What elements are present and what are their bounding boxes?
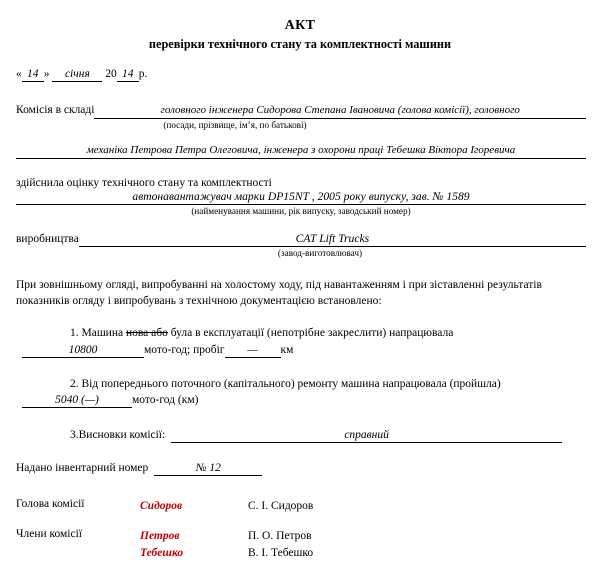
- date-line: [16, 68, 586, 82]
- commission-members-field-1[interactable]: головного інженера Сидорова Степана Івановича (голова комісії), головного: [94, 104, 586, 119]
- chair-name: С. І. Сидоров: [248, 499, 314, 512]
- commission-row-second: [16, 144, 586, 159]
- repair-hours-unit: мото-год (км): [132, 394, 199, 407]
- list-item-2: [55, 376, 586, 409]
- item-2-number: 2.: [70, 377, 79, 390]
- date-quote-close: »: [43, 68, 50, 80]
- item-1-struck-text: нова або: [125, 327, 168, 340]
- item-3-number: 3.: [70, 428, 79, 441]
- commission-row-first: [16, 104, 586, 119]
- list-item-1: [70, 325, 586, 358]
- document-subtitle: перевірки технічного стану та комплектності машини: [148, 37, 452, 51]
- item-2-text: [70, 376, 586, 393]
- document-title: АКТ: [284, 18, 316, 33]
- members-names: [248, 528, 313, 561]
- machine-field[interactable]: автонавантажувач марки DP15NT , 2005 року випуску, зав. № 1589: [16, 190, 586, 205]
- date-year-mark: р.: [138, 68, 148, 80]
- inventory-label: Надано інвентарний номер: [16, 461, 149, 474]
- item-3-row: [70, 427, 586, 444]
- member-2-name: В. І. Тебешко: [248, 547, 314, 560]
- assessment-block: [16, 177, 586, 216]
- item-3-label: Висновки комісії:: [78, 428, 166, 441]
- date-year-field[interactable]: 14: [117, 68, 139, 82]
- item-2-values: [22, 392, 586, 409]
- maker-row: [16, 232, 586, 247]
- member-2-signature: Тебешко: [140, 547, 184, 560]
- mileage-field[interactable]: —: [225, 344, 281, 358]
- member-1-name: П. О. Петров: [248, 530, 312, 543]
- maker-caption: (завод-виготовлювач): [277, 248, 363, 259]
- commission-members-field-2[interactable]: механіка Петрова Петра Олеговича, інженера з охорони праці Тебешка Віктора Ігоревича: [16, 144, 586, 159]
- members-signatures: [140, 528, 248, 561]
- item-1-text-after: була в експлуатації (непотрібне закреслити) напрацювала: [170, 327, 454, 340]
- item-2-label: Від попереднього поточного (капітального) ремонту машина напрацювала (пройшла): [81, 377, 501, 390]
- commission-caption: (посади, прізвище, ім’я, по батькові): [163, 119, 307, 130]
- inventory-number-field[interactable]: № 12: [154, 462, 262, 476]
- list-item-3: [70, 427, 586, 444]
- commission-label: Комісія в складі: [16, 104, 95, 117]
- date-quote-open: «: [16, 68, 22, 80]
- signature-row-members: [16, 528, 586, 561]
- machine-caption: (найменування машини, рік випуску, заводський номер): [191, 205, 411, 216]
- members-role-label: Члени комісії: [16, 528, 83, 541]
- engine-hours-unit: мото-год; пробіг: [144, 343, 225, 356]
- member-1-signature: Петров: [140, 530, 180, 543]
- signature-row-chair: [16, 498, 586, 515]
- inventory-row: [16, 462, 586, 476]
- repair-hours-field[interactable]: 5040 (—): [22, 394, 132, 408]
- signature-block: [16, 498, 586, 562]
- chair-role-label: Голова комісії: [16, 497, 85, 510]
- engine-hours-field[interactable]: 10800: [22, 344, 144, 358]
- conclusion-field[interactable]: справний: [171, 429, 562, 443]
- chair-signature: Сидоров: [140, 499, 183, 512]
- item-1-text: [70, 325, 586, 342]
- item-1-values: [22, 342, 586, 359]
- item-1-number: 1.: [70, 327, 79, 340]
- mileage-unit: км: [280, 343, 294, 356]
- item-1-text-before: Машина: [81, 327, 124, 340]
- inspection-paragraph: При зовнішньому огляді, випробуванні на холостому ходу, під навантаженням і при зіставленні результатів показників огляду і випробувань з технічною документацією встановлено:: [16, 279, 542, 307]
- date-day-field[interactable]: 14: [22, 68, 44, 82]
- maker-label: виробництва: [16, 232, 79, 245]
- date-month-field[interactable]: січня: [52, 68, 102, 82]
- date-year-prefix: 20: [105, 68, 117, 80]
- maker-field[interactable]: CAT Lift Trucks: [79, 232, 586, 247]
- assessment-intro: здійснила оцінку технічного стану та комплектності: [16, 176, 272, 189]
